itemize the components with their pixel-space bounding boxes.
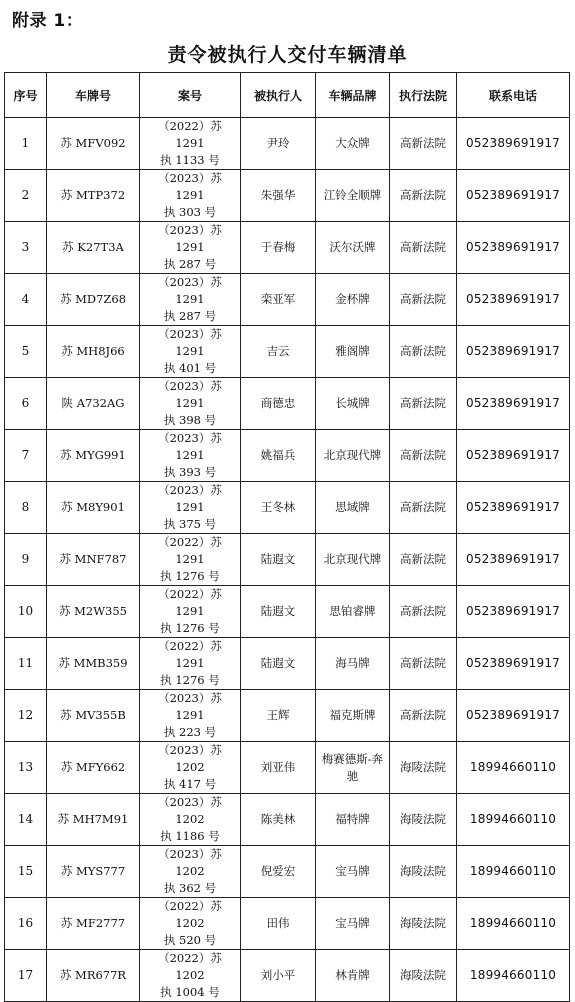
cell-brand: 海马牌 <box>316 638 390 690</box>
cell-plate: 苏 MH7M91 <box>47 794 140 846</box>
cell-case-number <box>140 378 241 430</box>
cell-phone: 052389691917 <box>457 274 570 326</box>
vehicle-list-table <box>4 72 570 1002</box>
header-phone: 联系电话 <box>457 73 570 118</box>
case-number-line-1: （2022）苏 1291 <box>158 119 222 150</box>
cell-index: 15 <box>5 846 47 898</box>
cell-plate: 苏 MYG991 <box>47 430 140 482</box>
cell-phone: 052389691917 <box>457 118 570 170</box>
cell-phone: 052389691917 <box>457 326 570 378</box>
cell-court: 高新法院 <box>390 430 457 482</box>
case-number-line-2: 执 1004 号 <box>160 985 220 999</box>
cell-case-number <box>140 430 241 482</box>
case-number-line-2: 执 393 号 <box>163 465 217 479</box>
cell-plate: 苏 MH8J66 <box>47 326 140 378</box>
cell-plate: 苏 MR677R <box>47 950 140 1002</box>
cell-phone: 18994660110 <box>457 742 570 794</box>
cell-plate: 苏 MF2777 <box>47 898 140 950</box>
cell-brand: 北京现代牌 <box>316 430 390 482</box>
cell-index: 14 <box>5 794 47 846</box>
cell-court: 高新法院 <box>390 534 457 586</box>
header-court: 执行法院 <box>390 73 457 118</box>
case-number-line-1: （2022）苏 1202 <box>158 899 222 930</box>
cell-index: 3 <box>5 222 47 274</box>
cell-brand: 北京现代牌 <box>316 534 390 586</box>
case-number-line-2: 执 223 号 <box>163 725 217 739</box>
cell-person: 王辉 <box>241 690 316 742</box>
cell-brand: 沃尔沃牌 <box>316 222 390 274</box>
cell-phone: 18994660110 <box>457 794 570 846</box>
cell-index: 17 <box>5 950 47 1002</box>
cell-brand: 金杯牌 <box>316 274 390 326</box>
cell-case-number <box>140 222 241 274</box>
cell-person: 栾亚军 <box>241 274 316 326</box>
case-number-line-1: （2023）苏 1202 <box>158 743 222 774</box>
case-number-line-2: 执 1276 号 <box>160 569 220 583</box>
table-row <box>5 222 570 274</box>
appendix-label: 附录 1： <box>12 11 84 31</box>
cell-court: 海陵法院 <box>390 794 457 846</box>
cell-index: 7 <box>5 430 47 482</box>
cell-person: 王冬林 <box>241 482 316 534</box>
cell-case-number <box>140 118 241 170</box>
cell-case-number <box>140 326 241 378</box>
cell-phone: 052389691917 <box>457 430 570 482</box>
cell-court: 海陵法院 <box>390 950 457 1002</box>
cell-person: 于春梅 <box>241 222 316 274</box>
table-row <box>5 794 570 846</box>
table-row <box>5 170 570 222</box>
table-row <box>5 690 570 742</box>
cell-plate: 苏 MMB359 <box>47 638 140 690</box>
case-number-line-1: （2023）苏 1291 <box>158 327 222 358</box>
cell-court: 高新法院 <box>390 222 457 274</box>
case-number-line-1: （2022）苏 1202 <box>158 951 222 982</box>
table-row <box>5 430 570 482</box>
cell-phone: 052389691917 <box>457 482 570 534</box>
cell-court: 高新法院 <box>390 326 457 378</box>
cell-phone: 18994660110 <box>457 846 570 898</box>
cell-person: 吉云 <box>241 326 316 378</box>
cell-court: 高新法院 <box>390 170 457 222</box>
cell-case-number <box>140 638 241 690</box>
table-row <box>5 118 570 170</box>
cell-person: 刘小平 <box>241 950 316 1002</box>
cell-index: 9 <box>5 534 47 586</box>
cell-case-number <box>140 690 241 742</box>
cell-case-number <box>140 170 241 222</box>
cell-brand: 思域牌 <box>316 482 390 534</box>
case-number-line-2: 执 1186 号 <box>160 829 220 843</box>
cell-plate: 苏 MV355B <box>47 690 140 742</box>
cell-brand: 福克斯牌 <box>316 690 390 742</box>
cell-person: 朱强华 <box>241 170 316 222</box>
cell-index: 6 <box>5 378 47 430</box>
case-number-line-2: 执 287 号 <box>163 257 217 271</box>
cell-index: 13 <box>5 742 47 794</box>
cell-person: 陈美林 <box>241 794 316 846</box>
cell-plate: 苏 MNF787 <box>47 534 140 586</box>
cell-person: 商德忠 <box>241 378 316 430</box>
cell-plate: 苏 M2W355 <box>47 586 140 638</box>
case-number-line-2: 执 303 号 <box>163 205 217 219</box>
cell-person: 陆遐文 <box>241 638 316 690</box>
cell-plate: 苏 MFV092 <box>47 118 140 170</box>
case-number-line-2: 执 1133 号 <box>160 153 220 167</box>
header-plate: 车牌号 <box>47 73 140 118</box>
case-number-line-2: 执 398 号 <box>163 413 217 427</box>
cell-brand: 宝马牌 <box>316 898 390 950</box>
cell-phone: 18994660110 <box>457 950 570 1002</box>
case-number-line-1: （2023）苏 1202 <box>158 795 222 826</box>
table-row <box>5 950 570 1002</box>
case-number-line-2: 执 375 号 <box>163 517 217 531</box>
case-number-line-2: 执 287 号 <box>163 309 217 323</box>
table-row <box>5 638 570 690</box>
table-row <box>5 898 570 950</box>
table-header-row <box>5 73 570 118</box>
cell-phone: 052389691917 <box>457 586 570 638</box>
case-number-line-2: 执 417 号 <box>163 777 217 791</box>
cell-phone: 052389691917 <box>457 638 570 690</box>
cell-phone: 052389691917 <box>457 534 570 586</box>
cell-case-number <box>140 898 241 950</box>
cell-case-number <box>140 534 241 586</box>
cell-person: 陆遐文 <box>241 534 316 586</box>
table-row <box>5 586 570 638</box>
document-title: 责令被执行人交付车辆清单 <box>167 44 408 66</box>
cell-index: 16 <box>5 898 47 950</box>
case-number-line-1: （2023）苏 1202 <box>158 847 222 878</box>
cell-case-number <box>140 482 241 534</box>
case-number-line-2: 执 401 号 <box>163 361 217 375</box>
cell-person: 尹玲 <box>241 118 316 170</box>
cell-case-number <box>140 846 241 898</box>
cell-plate: 苏 K27T3A <box>47 222 140 274</box>
case-number-line-2: 执 520 号 <box>163 933 217 947</box>
cell-court: 高新法院 <box>390 274 457 326</box>
cell-index: 12 <box>5 690 47 742</box>
cell-brand: 宝马牌 <box>316 846 390 898</box>
table-row <box>5 846 570 898</box>
case-number-line-1: （2023）苏 1291 <box>158 275 222 306</box>
cell-plate: 苏 MFY662 <box>47 742 140 794</box>
case-number-line-1: （2023）苏 1291 <box>158 379 222 410</box>
cell-court: 高新法院 <box>390 638 457 690</box>
cell-person: 姚福兵 <box>241 430 316 482</box>
cell-court: 海陵法院 <box>390 742 457 794</box>
cell-plate: 苏 MTP372 <box>47 170 140 222</box>
cell-case-number <box>140 274 241 326</box>
cell-court: 高新法院 <box>390 118 457 170</box>
case-number-line-1: （2023）苏 1291 <box>158 691 222 722</box>
cell-person: 刘亚伟 <box>241 742 316 794</box>
cell-case-number <box>140 794 241 846</box>
cell-index: 2 <box>5 170 47 222</box>
case-number-line-2: 执 362 号 <box>163 881 217 895</box>
cell-phone: 18994660110 <box>457 898 570 950</box>
cell-court: 海陵法院 <box>390 898 457 950</box>
table-row <box>5 378 570 430</box>
cell-plate: 苏 M8Y901 <box>47 482 140 534</box>
case-number-line-1: （2023）苏 1291 <box>158 431 222 462</box>
case-number-line-1: （2022）苏 1291 <box>158 535 222 566</box>
cell-index: 11 <box>5 638 47 690</box>
cell-index: 8 <box>5 482 47 534</box>
cell-court: 高新法院 <box>390 690 457 742</box>
table-row <box>5 742 570 794</box>
cell-case-number <box>140 950 241 1002</box>
header-case-number: 案号 <box>140 73 241 118</box>
cell-person: 倪爱宏 <box>241 846 316 898</box>
cell-court: 高新法院 <box>390 586 457 638</box>
cell-person: 陆遐文 <box>241 586 316 638</box>
cell-brand: 梅赛德斯-奔驰 <box>316 742 390 794</box>
cell-court: 高新法院 <box>390 482 457 534</box>
cell-index: 1 <box>5 118 47 170</box>
cell-brand: 长城牌 <box>316 378 390 430</box>
cell-case-number <box>140 586 241 638</box>
table-row <box>5 326 570 378</box>
cell-phone: 052389691917 <box>457 222 570 274</box>
cell-phone: 052389691917 <box>457 690 570 742</box>
cell-brand: 思铂睿牌 <box>316 586 390 638</box>
cell-brand: 林肯牌 <box>316 950 390 1002</box>
cell-plate: 苏 MYS777 <box>47 846 140 898</box>
cell-index: 4 <box>5 274 47 326</box>
cell-court: 海陵法院 <box>390 846 457 898</box>
cell-plate: 陕 A732AG <box>47 378 140 430</box>
header-brand: 车辆品牌 <box>316 73 390 118</box>
cell-index: 5 <box>5 326 47 378</box>
cell-brand: 福特牌 <box>316 794 390 846</box>
table-row <box>5 534 570 586</box>
case-number-line-1: （2022）苏 1291 <box>158 587 222 618</box>
cell-brand: 雅阁牌 <box>316 326 390 378</box>
table-row <box>5 482 570 534</box>
cell-index: 10 <box>5 586 47 638</box>
table-row <box>5 274 570 326</box>
header-person: 被执行人 <box>241 73 316 118</box>
cell-case-number <box>140 742 241 794</box>
cell-person: 田伟 <box>241 898 316 950</box>
cell-brand: 江铃全顺牌 <box>316 170 390 222</box>
cell-plate: 苏 MD7Z68 <box>47 274 140 326</box>
case-number-line-1: （2023）苏 1291 <box>158 483 222 514</box>
case-number-line-2: 执 1276 号 <box>160 673 220 687</box>
cell-court: 高新法院 <box>390 378 457 430</box>
header-index: 序号 <box>5 73 47 118</box>
cell-brand: 大众牌 <box>316 118 390 170</box>
cell-phone: 052389691917 <box>457 378 570 430</box>
case-number-line-1: （2023）苏 1291 <box>158 171 222 202</box>
cell-phone: 052389691917 <box>457 170 570 222</box>
case-number-line-2: 执 1276 号 <box>160 621 220 635</box>
case-number-line-1: （2023）苏 1291 <box>158 223 222 254</box>
table-body <box>5 118 570 1002</box>
case-number-line-1: （2022）苏 1291 <box>158 639 222 670</box>
